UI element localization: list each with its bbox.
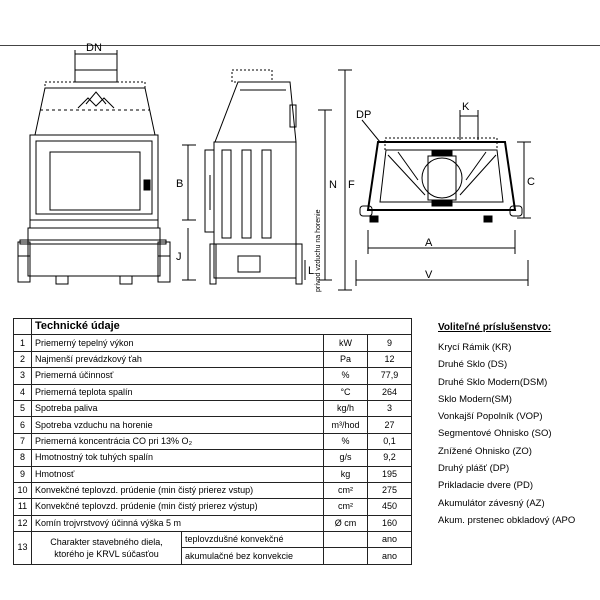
- list-item: Vonkajší Popolník (VOP): [438, 411, 543, 423]
- list-item: Druhý plášť (DP): [438, 463, 510, 475]
- list-item: Sklo Modern(SM): [438, 393, 512, 405]
- table-row: 1 Priemerný tepelný výkon kW 9: [14, 335, 412, 351]
- table-row: 10 Konvekčné teplovzd. prúdenie (min čistý prierez vstup) cm² 275: [14, 482, 412, 498]
- optional-accessories: [438, 322, 600, 529]
- list-item: Krycí Rámik (KR): [438, 342, 512, 353]
- list-item: Akumulátor závesný (AZ): [438, 497, 545, 509]
- dim-j-label: J: [176, 251, 182, 263]
- table-row: 5 Spotreba paliva kg/h 3: [14, 400, 412, 416]
- air-intake-note: prívod vzduchu na horenie: [315, 209, 322, 292]
- dim-n-label: N: [329, 179, 337, 191]
- technical-data-table: [13, 318, 412, 565]
- table-row: 7 Priemerná koncentrácia CO pri 13% O₂ % 0,1: [14, 433, 412, 449]
- front-view: [18, 50, 196, 284]
- table-row: 12 Komín trojvrstvový účinná výška 5 m Ø cm 160: [14, 515, 412, 531]
- table-row: 11 Konvekčné teplovzd. prúdenie (min čistý prierez výstup) cm² 450: [14, 499, 412, 515]
- table-row: 2 Najmenší prevádzkový ťah Pa 12: [14, 351, 412, 367]
- dim-b-label: B: [176, 178, 184, 190]
- dim-k-label: K: [462, 101, 470, 113]
- table-row: 9 Hmotnosť kg 195: [14, 466, 412, 482]
- list-item: Akum. prstenec obkladový (APO: [438, 514, 576, 526]
- dim-f-label: F: [348, 179, 355, 191]
- dim-v-label: V: [425, 269, 433, 281]
- table-title: Technické údaje: [32, 319, 412, 335]
- top-view: [356, 110, 531, 286]
- list-item: Prikladacie dvere (PD): [438, 480, 534, 492]
- table-row: 4 Priemerná teplota spalín °C 264: [14, 384, 412, 400]
- accessories-title: Voliteľné príslušenstvo:: [438, 322, 552, 333]
- table-row-13a: 13 Charakter stavebného diela, ktorého je KRVL súčasťou teplovzdušné konvekčné ano: [14, 532, 412, 548]
- dim-a-label: A: [425, 237, 433, 249]
- list-item: Druhé Sklo (DS): [438, 359, 508, 371]
- list-item: Druhé Sklo Modern(DSM): [438, 376, 548, 388]
- list-item: Segmentové Ohnisko (SO): [438, 428, 552, 440]
- dim-dp-label: DP: [356, 109, 372, 121]
- row13-label: Charakter stavebného diela, ktorého je KRVL súčasťou: [32, 532, 182, 565]
- dim-l-label: L: [308, 265, 315, 277]
- dim-c-label: C: [527, 176, 535, 188]
- table-title-row: [14, 319, 412, 335]
- table-row: 6 Spotreba vzduchu na horenie m³/hod 27: [14, 417, 412, 433]
- table-row: 3 Priemerná účinnosť % 77,9: [14, 368, 412, 384]
- list-item: Znížené Ohnisko (ZO): [438, 445, 532, 457]
- table-row-13b: akumulačné bez konvekcie ano: [14, 548, 412, 564]
- technical-drawing: [0, 30, 600, 310]
- dim-dn-label: DN: [86, 42, 102, 54]
- table-row: 8 Hmotnostný tok tuhých spalín g/s 9,2: [14, 450, 412, 466]
